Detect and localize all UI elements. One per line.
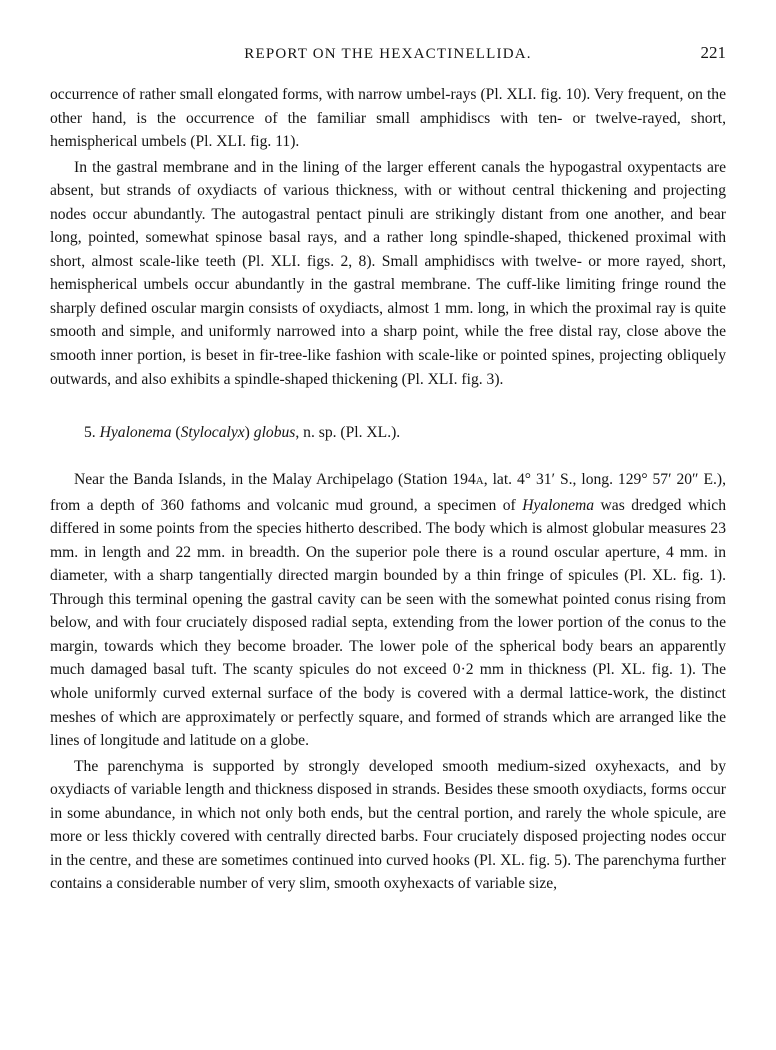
paragraph-gastral-membrane: In the gastral membrane and in the lining of the larger efferent canals the hypogastral oxypentacts are absent, but strands of oxydiacts of various thickness, with or without central thickening and projecting nodes occur abundantly. The autogastral pentact pinuli are strikingly distant from one another, and bear long, pointed, somewhat spinose basal rays, and a rather long spindle-shaped, thickened proximal with short, almost scale-like teeth (Pl. XLI. figs. 2, 8). Small amphidiscs with twelve- or more rayed, short, hemispherical umbels occur abundantly in the gastral membrane. The cuff-like limiting fringe round the sharply defined oscular margin consists of oxydiacts, almost 1 mm. long, in which the proximal ray is quite smooth and simple, and uniformly narrowed into a sharp point, while the free distal ray, close above the smooth inner portion, is beset in fir-tree-like fashion with scale-like or pointed spines, projecting obliquely outwards, and also exhibits a spindle-shaped thickening (Pl. XLI. fig. 3).: [50, 158, 726, 388]
running-head: REPORT ON THE HEXACTINELLIDA.: [244, 46, 532, 62]
paragraph-banda-islands: [50, 468, 726, 753]
subgenus-name: Stylocalyx: [180, 424, 245, 442]
section-heading: 5. Hyalonema (Stylocalyx) globus, n. sp. (Pl. XL.).: [84, 424, 401, 442]
heading-suffix: , n. sp. (Pl. XL.).: [295, 424, 401, 442]
genus-name: Hyalonema: [99, 424, 172, 442]
text-run: Near the Banda Islands, in the Malay Archipelago (Station 194: [74, 471, 476, 489]
genus-italic: Hyalonema: [522, 496, 595, 514]
page-number: 221: [700, 43, 726, 62]
species-name: globus: [253, 424, 296, 442]
page-header: [50, 40, 726, 74]
station-suffix: A: [475, 475, 484, 488]
text-run: was dredged which differed in some points from the species hitherto described. The body which is almost globular measures 23 mm. in length and 22 mm. in breadth. On the superior pole there is a round oscular aperture, 4 mm. in diameter, with a sharp tangentially directed margin bounded by a thin fringe of spicules (Pl. XL. fig. 1). Through this terminal opening the gastral cavity can be seen with the somewhat pointed conus rising from below, and with four cruciately disposed radial septa, extending from the lower portion of the conus to the margin, towards which they become broader. The lower pole of the spherical body bears an apparently much damaged basal tuft. The scanty spicules do not exceed 0·2 mm in thickness (Pl. XL. fig. 1). The whole uniformly curved external surface of the body is covered with a dermal lattice-work, the distinct meshes of which are approximately or perfectly square, and formed of strands which are arranged like the lines of longitude and latitude on a globe.: [50, 496, 727, 750]
page: [50, 40, 726, 896]
paragraph-continued: occurrence of rather small elongated forms, with narrow umbel-rays (Pl. XLI. fig. 10). Very frequent, on the other hand, is the occurrence of the familiar small amphidiscs with ten- or twelve-rayed, short, hemispherical umbels (Pl. XLI. fig. 11).: [50, 86, 726, 151]
section-number: 5.: [84, 424, 96, 442]
paragraph-parenchyma: The parenchyma is supported by strongly developed smooth medium-sized oxyhexacts, and by oxydiacts of variable length and thickness disposed in strands. Besides these smooth oxydiacts, forms occur in some abundance, in which not only both ends, but the central portion, and rarely the whole spicule, are more or less thickly covered with centrally directed barbs. Four cruciately disposed projecting nodes occur in the centre, and these are sometimes continued into curved hooks (Pl. XL. fig. 5). The parenchyma further contains a considerable number of very slim, smooth oxyhexacts of variable size,: [50, 757, 726, 893]
text-run: , lat. 4° 31′ S., long. 129° 57′ 20″ E.), from a depth of 360 fathoms and volcanic mud ground, a specimen of: [50, 471, 726, 514]
